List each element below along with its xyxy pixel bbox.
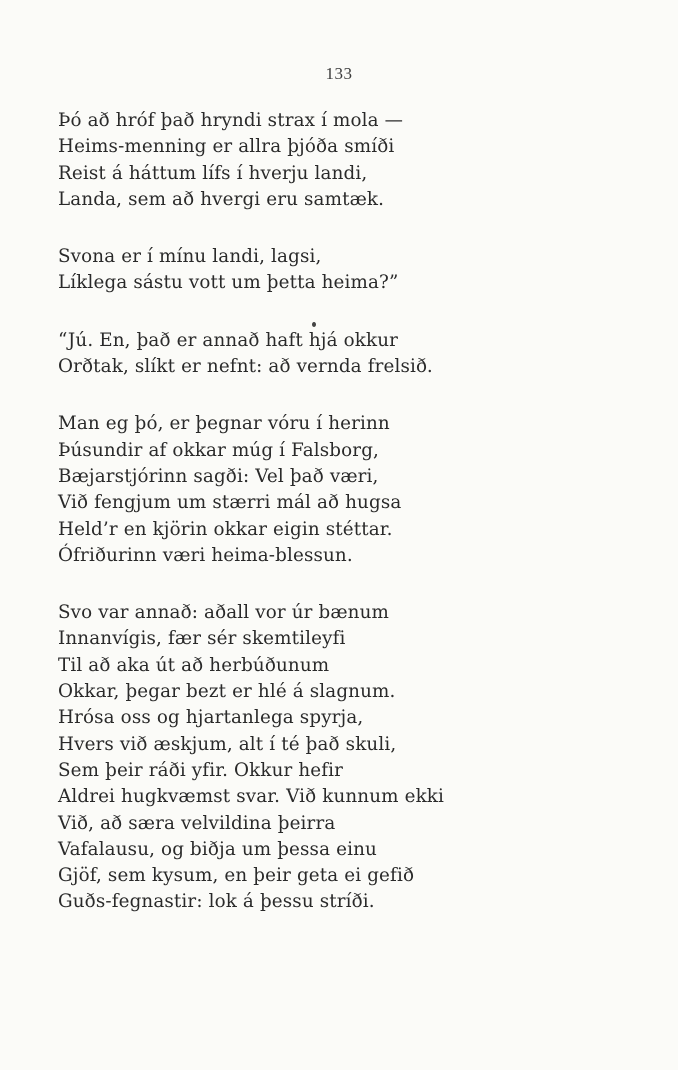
- verse-line: Heims-menning er allra þjóða smíði: [58, 136, 395, 158]
- verse-line: Reist á háttum lífs í hverju landi,: [58, 162, 368, 184]
- verse-line: Guðs-fegnastir: lok á þessu stríði.: [58, 891, 375, 913]
- verse-line: Ófriðurinn væri heima-blessun.: [58, 544, 353, 566]
- stanza-2: [58, 244, 658, 297]
- verse-line: Svona er í mínu landi, lagsi,: [58, 246, 322, 268]
- verse-line: Hrósa oss og hjartanlega spyrja,: [58, 707, 364, 729]
- verse-line: Innanvígis, fær sér skemtileyfi: [58, 628, 346, 650]
- verse-line: Við fengjum um stærri mál að hugsa: [58, 492, 402, 514]
- verse-line: Þó að hróf það hryndi strax í mola —: [58, 110, 404, 131]
- stanza-5: [58, 600, 658, 916]
- verse-line: Gjöf, sem kysum, en þeir geta ei gefið: [58, 865, 415, 887]
- verse-line: Man eg þó, er þegnar vóru í herinn: [58, 413, 390, 435]
- verse-line: Aldrei hugkvæmst svar. Við kunnum ekki: [58, 786, 445, 808]
- verse-line: Hvers við æskjum, alt í té það skuli,: [58, 733, 397, 755]
- verse-line: Líklega sástu vott um þetta heima?”: [58, 272, 399, 294]
- stanza-4: [58, 411, 658, 569]
- verse-line: Okkar, þegar bezt er hlé á slagnum.: [58, 681, 396, 703]
- verse-line: Vafalausu, og biðja um þessa einu: [58, 838, 377, 860]
- verse-line: Við, að særa velvildina þeirra: [58, 812, 336, 834]
- verse-line: Til að aka út að herbúðunum: [58, 654, 330, 676]
- verse-line: Held’r en kjörin okkar eigin stéttar.: [58, 518, 393, 540]
- page-number: 133: [325, 64, 353, 83]
- poem-body: [58, 108, 658, 947]
- verse-line: Landa, sem að hvergi eru samtæk.: [58, 188, 385, 210]
- verse-line: Sem þeir ráði yfir. Okkur hefir: [58, 759, 344, 781]
- verse-line: “Jú. En, það er annað haft hjá okkur: [58, 329, 399, 351]
- stanza-1: [58, 108, 658, 213]
- stanza-3: [58, 328, 658, 381]
- verse-line: Bæjarstjórinn sagði: Vel það væri,: [58, 465, 379, 487]
- verse-line: Orðtak, slíkt er nefnt: að vernda frelsið.: [58, 356, 433, 378]
- verse-line: Svo var annað: aðall vor úr bænum: [58, 602, 390, 624]
- verse-line: Þúsundir af okkar múg í Falsborg,: [58, 439, 380, 461]
